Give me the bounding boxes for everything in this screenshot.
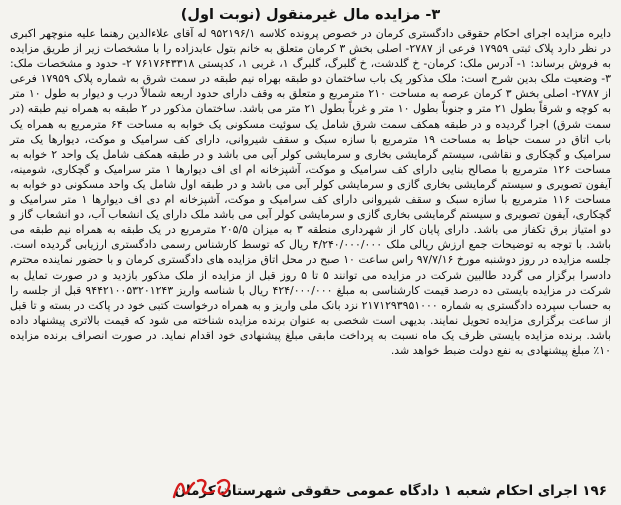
notice-title: ۳- مزایده مال غیرمنقول (نوبت اول) — [180, 7, 441, 23]
notice-body: دایره مزایده اجرای احکام حقوقی دادگستری کرمان در خصوص پرونده کلاسه ۹۵۲۱۹۶/۱ له آقای علاءالدین رهنما علیه منوچهر اکبری در نظر دارد پلاک ثبتی ۱۷۹۵۹ فرعی از ۲۷۸۷- اصلی بخش ۳ کرمان متعلق به خانم بتول عابدزاده را با مشخصات زیر از طریق مزایده به فروش برساند: ۱- آدرس ملک: کرمان- خ گلدشت، خ گلبرگ، گلبرگ ۱، غربی ۱، کدپستی ۷۶۱۷۶۴۳۳۱۸ ۲- حدود و مشخصات ملک: ۳- وضعیت ملک بدین شرح است: ملک مذکور یک باب ساختمان دو طبقه بهراه نیم طبقه در سمت شرق به شماره پلاک ۱۷۹۵۹ فرعی از ۲۷۸۷- اصلی بخش ۳ کرمان عرصه به مساحت ۲۱۰ مترمربع و متعلق به وقف دارای حدود اربعه شمالاً درب و دیوار به طول ۱۰ متر به کوچه و شرقاً بطول ۲۱ متر و جنوباً بطول ۱۰ متر و غرباً بطول ۲۱ متر می باشد. ساختمان مذکور در ۲ طبقه به همراه نیم طبقه (در سمت شرق) اجرا گردیده و در طبقه همکف سمت شرق شامل یک سوئیت مسکونی یک خوابه به مساحت ۶۴ مترمربع به همراه یک باب اتاق در سمت حیاط به مساحت ۱۹ مترمربع با سازه سبک و سقف شیروانی، دارای کف سرامیک و موکت، دیوارها یک متر سرامیک و گچکاری و نقاشی، سیستم گرمایشی بخاری و سرمایشی کولر آبی می باشد و در طبقه همکف شامل یک واحد ۲ خوابه به مساحت ۱۲۶ مترمربع با مصالح بنایی دارای کف سرامیک و موکت، آشپزخانه ام ای اف دیوارها ۱ متر سرامیک و گچکاری، شومینه، آیفون تصویری و سیستم گرمایشی بخاری گازی و سرمایشی کولر آبی می باشد و در طبقه اول شامل یک واحد مسکونی دو خوابه به مساحت ۱۱۶ مترمربع با سازه سبک و سقف شیروانی دارای کف سرامیک و موکت، آشپزخانه ام دی اف دیوارها ۱ متر سرامیک و گچکاری، آیفون تصویری و سیستم گرمایشی بخاری گازی و سرمایشی کولر آبی می باشد ملک دارای یک انشعاب آب، دو انشعاب گاز و دو امتیاز برق تکفاز می باشد. دارای پایان کار از شهرداری منطقه ۳ به میزان ۲۰۵/۵ مترمربع در یک طبقه به همراه نیم طبقه می باشد. با توجه به توضیحات جمع ارزش ریالی ملک ۴/۲۴۰/۰۰۰/۰۰۰ ریال که توسط کارشناس رسمی دادگستری ارزیابی گردیده است. جلسه مزایده در روز دوشنبه مورخ ۹۷/۷/۱۶ راس ساعت ۱۰ صبح در محل اتاق مزایده های دادگستری کرمان و با حضور نماینده محترم دادسرا برگزار می گردد طالبین شرکت در مزایده می توانند ۵ تا ۵ روز قبل از مزایده از ملک مذکور بازدید و در صورت تمایل به شرکت در مزایده بایستی ده درصد قیمت کارشناسی به مبلغ ۴۲۴/۰۰۰/۰۰۰ ریال با شناسه واریز ۹۴۴۲۱۰۰۵۳۲۰۱۲۴۳ قبل از جلسه را به حساب سپرده دادگستری به شماره ۲۱۷۱۲۹۳۹۵۱۰۰۰ نزد بانک ملی واریز و به همراه درخواست کتبی خود در پاکت در بسته و تا قبل از ساعت برگزاری مزایده تحویل نمایند. بدیهی است شخصی به عنوان برنده مزایده شناخته می شود که قیمت بالاتری پیشنهاد داده باشد. برنده مزایده بایستی ظرف یک ماه نسبت به پرداخت مابقی مبلغ پیشنهادی خود اقدام نماید. در صورت انصراف برنده مزایده ۱۰٪ مبلغ پیشنهادی به نفع دولت ضبط خواهد شد. — [10, 27, 612, 357]
notice-signature: ۱۹۶ اجرای احکام شعبه ۱ دادگاه عمومی حقوقی شهرستان کرمان — [174, 483, 607, 499]
handwritten-number-mark — [168, 473, 238, 503]
